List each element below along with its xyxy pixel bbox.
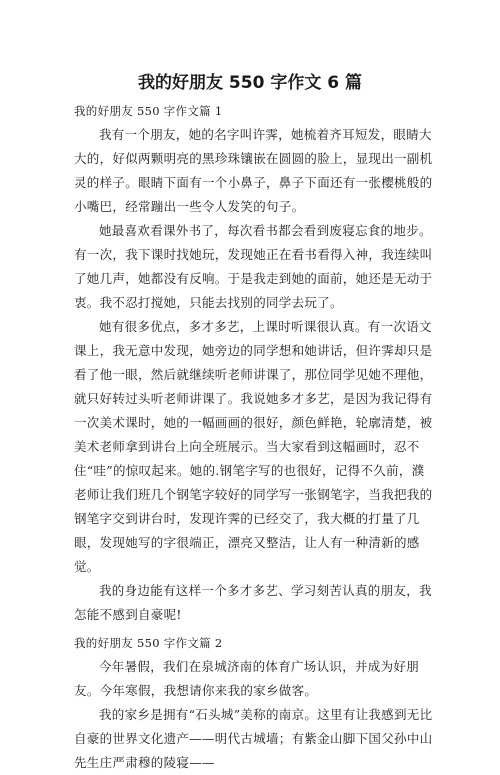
document-title: 我的好朋友 550 字作文 6 篇 [138, 73, 362, 93]
section-heading: 我的好朋友 550 字作文篇 1 [74, 104, 223, 118]
paragraph: 我的家乡是拥有“石头城”美称的南京。这里有让我感到无比自豪的世界文化遗产——明代古城墙；有紫金山脚下国父孙中山先生庄严肃穆的陵寝—— [74, 707, 433, 770]
section-paragraphs [74, 655, 434, 775]
section-heading: 我的好朋友 550 字作文篇 2 [74, 636, 223, 650]
section-paragraphs [74, 123, 434, 627]
paragraph: 她有很多优点，多才多艺，上课时听课很认真。有一次语文课上，我无意中发现，她旁边的同学想和她讲话，但许霁却只是看了他一眼，然后就继续听老师讲课了，那位同学见她不理他，就只好转过头听老师讲课了。我说她多才多艺，是因为我记得有一次美术课时，她的一幅画画的很好，颜色鲜艳，轮廓清楚，被美术老师拿到讲台上向全班展示。当大家看到这幅画时，忍不住“哇”的惊叹起来。她的.钢笔字写的也很好，记得不久前，濮老师让我们班几个钢笔字较好的同学写一张钢笔字，当我把我的钢笔字交到讲台时，发现许霁的已经交了，我大概的打量了几眼，发现她写的字很端正，漂亮又整洁，让人有一种清新的感觉。 [74, 319, 433, 574]
paragraph: 我有一个朋友，她的名字叫许霁，她梳着齐耳短发，眼睛大大的，好似两颗明亮的黑珍珠镶嵌在圆圆的脸上，显现出一副机灵的样子。眼睛下面有一个小鼻子，鼻子下面还有一张樱桃般的小嘴巴，经常蹦出一些令人发笑的句子。 [74, 127, 433, 214]
paragraph: 今年暑假，我们在泉城济南的体育广场认识，并成为好朋友。今年寒假，我想请你来我的家乡做客。 [74, 659, 420, 698]
paragraph: 我的身边能有这样一个多才多艺、学习刻苦认真的朋友，我怎能不感到自豪呢! [74, 583, 432, 622]
section-2 [74, 631, 434, 775]
paragraph: 她最喜欢看课外书了，每次看书都会看到废寝忘食的地步。有一次，我下课时找她玩，发现她正在看书看得入神，我连续叫了她几声，她都没有反响。于是我走到她的面前，她还是无动于衷。我不忍打搅她，只能去找别的同学去玩了。 [74, 223, 433, 310]
section-1 [74, 99, 434, 627]
document-body [74, 99, 434, 775]
